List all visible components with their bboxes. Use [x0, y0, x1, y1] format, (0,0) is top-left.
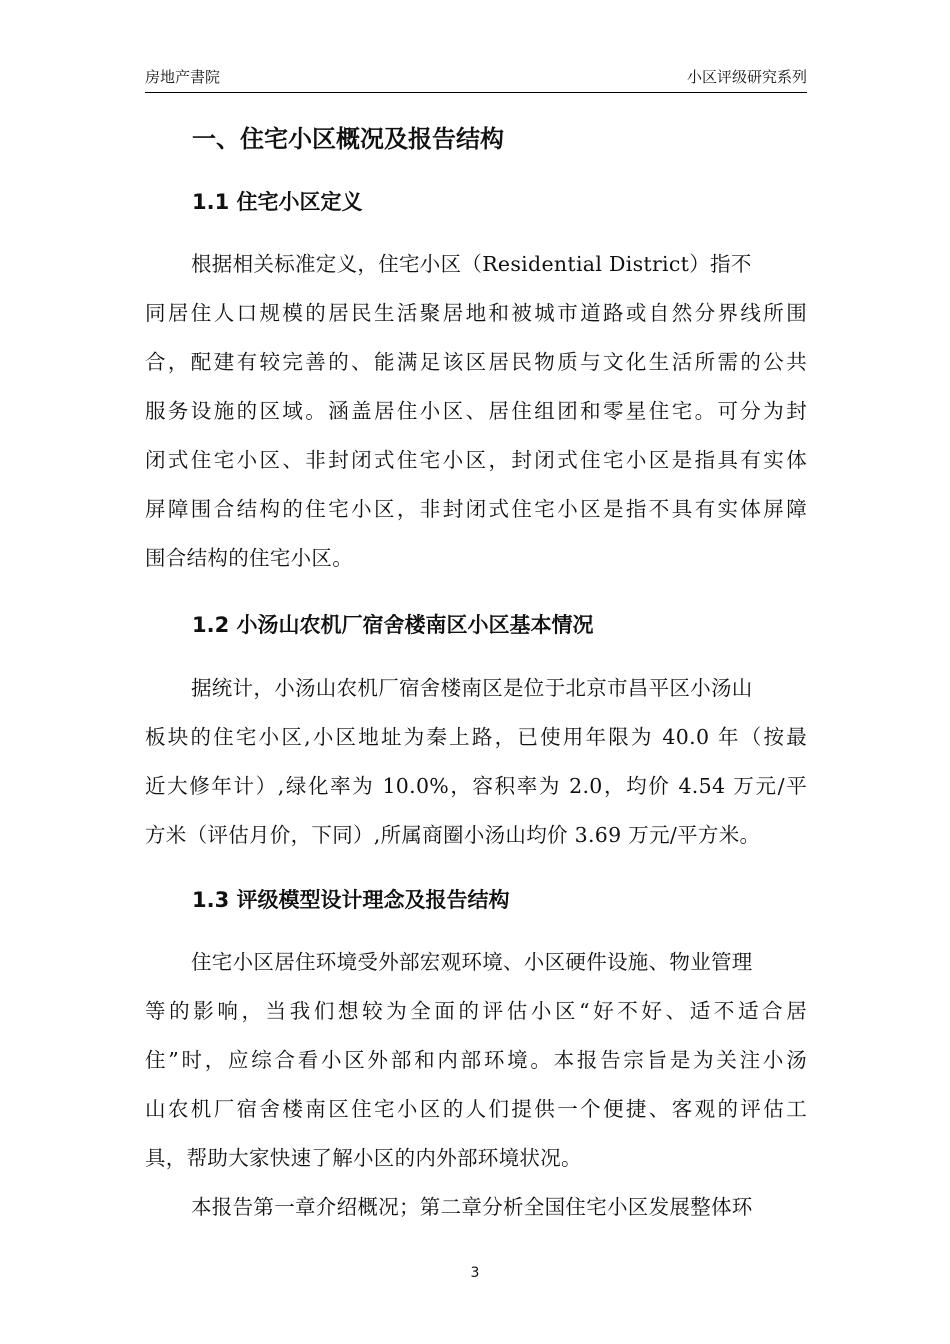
paragraph-line: 同居住人口规模的居民生活聚居地和被城市道路或自然分界线所围 — [145, 301, 807, 325]
paragraph-line: 根据相关标准定义，住宅小区（Residential District）指不 — [191, 252, 752, 276]
paragraph-line: 据统计，小汤山农机厂宿舍楼南区是位于北京市昌平区小汤山 — [191, 676, 753, 700]
paragraph-line: 本报告第一章介绍概况；第二章分析全国住宅小区发展整体环 — [191, 1195, 753, 1219]
header-series-title: 小区评级研究系列 — [686, 68, 807, 86]
paragraph-line: 住”时，应综合看小区外部和内部环境。本报告宗旨是为关注小汤 — [145, 1048, 807, 1072]
paragraph-line: 合，配建有较完善的、能满足该区居民物质与文化生活所需的公共 — [145, 350, 807, 374]
paragraph-line: 等的影响，当我们想较为全面的评估小区“好不好、适不适合居 — [145, 999, 807, 1023]
paragraph-line: 围合结构的住宅小区。 — [145, 546, 353, 570]
paragraph-line: 山农机厂宿舍楼南区住宅小区的人们提供一个便捷、客观的评估工 — [145, 1097, 807, 1121]
section-1-3-paragraph — [145, 938, 807, 1232]
section-heading-1-1: 1.1 住宅小区定义 — [192, 190, 363, 214]
paragraph-line: 板块的住宅小区,小区地址为秦上路，已使用年限为 40.0 年（按最 — [145, 725, 807, 749]
section-heading-1-2: 1.2 小汤山农机厂宿舍楼南区小区基本情况 — [192, 613, 594, 637]
chapter-title: 一、住宅小区概况及报告结构 — [192, 125, 504, 153]
paragraph-line: 服务设施的区域。涵盖居住小区、居住组团和零星住宅。可分为封 — [145, 399, 807, 423]
paragraph-line: 住宅小区居住环境受外部宏观环境、小区硬件设施、物业管理 — [191, 950, 753, 974]
section-heading-1-3: 1.3 评级模型设计理念及报告结构 — [192, 888, 510, 912]
paragraph-line: 闭式住宅小区、非封闭式住宅小区，封闭式住宅小区是指具有实体 — [145, 448, 807, 472]
paragraph-line: 具，帮助大家快速了解小区的内外部环境状况。 — [145, 1146, 582, 1170]
page-header — [145, 60, 807, 93]
section-1-2-paragraph — [145, 664, 807, 860]
paragraph-line: 屏障围合结构的住宅小区，非封闭式住宅小区是指不具有实体屏障 — [145, 497, 807, 521]
page-number: 3 — [470, 1265, 480, 1281]
header-publisher: 房地产書院 — [145, 68, 221, 86]
section-1-1-paragraph — [145, 240, 807, 583]
paragraph-line: 近大修年计）,绿化率为 10.0%，容积率为 2.0，均价 4.54 万元/平 — [145, 774, 807, 798]
paragraph-line: 方米（评估月价，下同）,所属商圈小汤山均价 3.69 万元/平方米。 — [145, 823, 761, 847]
